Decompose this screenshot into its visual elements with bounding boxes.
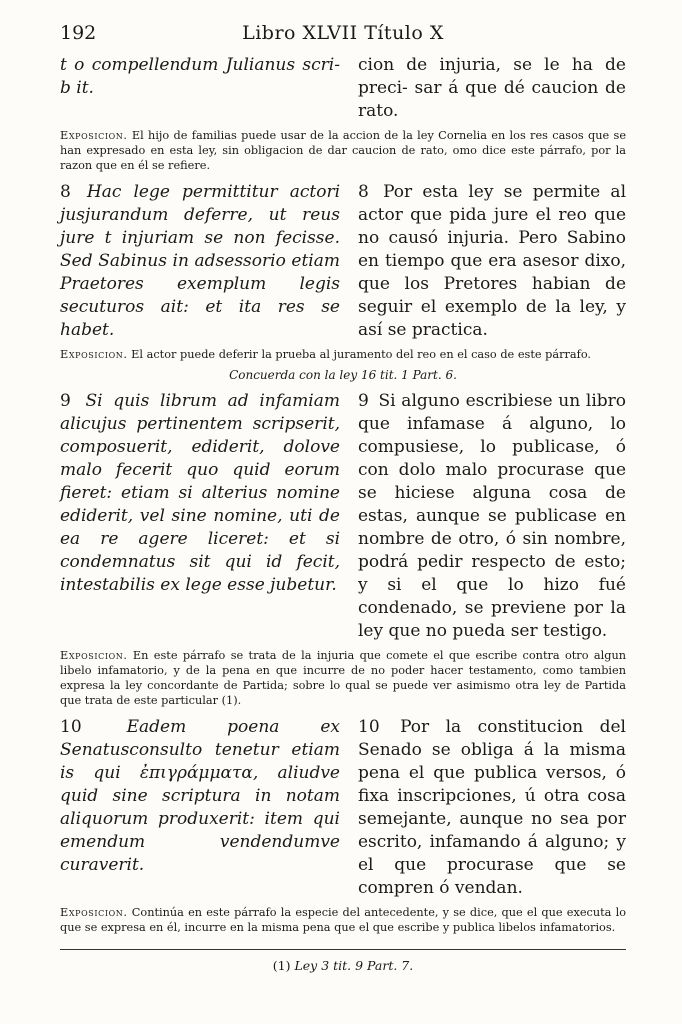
paragraph-number: 8: [60, 182, 71, 202]
running-title: Libro XLVII Título X: [242, 22, 444, 44]
spanish-continuation: cion de injuria, se le ha de preci- sar á que dé caucion de rato.: [358, 55, 626, 121]
footnote-text: Ley 3 tit. 9 Part. 7.: [294, 958, 414, 973]
paragraph-8: [60, 181, 626, 342]
concordance-note: Concuerda con la ley 16 tit. 1 Part. 6.: [229, 368, 457, 382]
latin-text: Eadem poena ex Senatusconsulto tenetur etiam is qui ἐπιγράμματα, aliudve quid sine scriptura in notam aliquorum produxerit: item qui emendum vendendumve curaverit.: [60, 717, 341, 875]
exposicion-3: [60, 648, 626, 708]
latin-paragraph-10: [60, 716, 340, 900]
footnote: [60, 958, 626, 973]
paragraph-number: 10: [358, 717, 380, 737]
page-header: [60, 22, 626, 54]
spanish-paragraph-10: [358, 716, 626, 900]
page-number: 192: [60, 22, 97, 44]
exposicion-text: Continúa en este párrafo la especie del antecedente, y se dice, que el que executa lo que se expresa en él, incurre en la misma pena que el que escribe y publica libelos infamatorios.: [60, 906, 626, 934]
exposicion-label: Exposicion.: [60, 348, 128, 361]
exposicion-1: [60, 128, 626, 173]
paragraph-number: 9: [60, 391, 71, 411]
spanish-text: Por la constitucion del Senado se obliga á la misma pena el que publica versos, ó fixa inscripciones, ú otra cosa semejante, aunque no sea por escrito, infamando á alguno; y el que procurase que se compren ó vendan.: [358, 717, 626, 898]
spanish-text: Por esta ley se permite al actor que pida jure el reo que no causó injuria. Pero Sabino en tiempo que era asesor dixo, que los Pretores habian de seguir el exemplo de la ley, y así se practica.: [358, 182, 627, 340]
paragraph-number: 9: [358, 391, 369, 411]
footnote-marker: (1): [272, 958, 291, 973]
latin-paragraph-8: [60, 181, 340, 342]
paragraph-9: [60, 390, 626, 643]
latin-continuation: t o compellendum Julianus scri- b it.: [60, 55, 340, 98]
exposicion-label: Exposicion.: [60, 906, 128, 919]
exposicion-text: El actor puede deferir la prueba al juramento del reo en el caso de este párrafo.: [131, 348, 592, 361]
page: [60, 22, 626, 973]
paragraph-10: [60, 716, 626, 900]
exposicion-2: [60, 347, 626, 362]
top-continuation: [60, 54, 626, 123]
exposicion-4: [60, 905, 626, 935]
latin-text: Hac lege permittitur actori jusjurandum deferre, ut reus jure t injuriam se non fecisse. Sed Sabinus in adsessorio etiam Praetores exemplum legis secuturos ait: et ita res se habet.: [60, 182, 341, 340]
exposicion-label: Exposicion.: [60, 129, 128, 142]
spanish-paragraph-8: [358, 181, 626, 342]
spanish-paragraph-9: [358, 390, 626, 643]
latin-paragraph-9: [60, 390, 340, 643]
spanish-text: Si alguno escribiese un libro que infamase á alguno, lo compusiese, lo publicase, ó con dolo malo procurase que se hiciese alguna cosa de estas, aunque se publicase en nombre de otro, ó sin nombre, podrá pedir respecto de esto; y si el que lo hizo fué condenado, se previene por la ley que no pueda ser testigo.: [358, 391, 627, 641]
footnote-rule: [60, 949, 626, 950]
exposicion-text: En este párrafo se trata de la injuria que comete el que escribe contra otro algun libelo infamatorio, y de la pena en que incurre de no poder hacer testamento, como tambien expresa la ley concordante de Partida; sobre lo qual se puede ver asimismo otra ley de Partida que trata de este particular (1).: [60, 649, 626, 707]
latin-text: Si quis librum ad infamiam alicujus pertinentem scripserit, composuerit, ediderit, dolove malo fecerit quo quid eorum fieret: etiam si alterius nomine ediderit, vel sine nomine, uti de ea re agere liceret: et si condemnatus sit qui id fecit, intestabilis ex lege esse jubetur.: [60, 391, 340, 595]
paragraph-number: 8: [358, 182, 369, 202]
exposicion-label: Exposicion.: [60, 649, 128, 662]
exposicion-text: El hijo de familias puede usar de la accion de la ley Cornelia en los res casos que se han expresado en esta ley, sin obligacion de dar caucion de rato, omo dice este párrafo, por la razon que en él se refiere.: [60, 129, 626, 172]
paragraph-number: 10: [60, 717, 82, 737]
